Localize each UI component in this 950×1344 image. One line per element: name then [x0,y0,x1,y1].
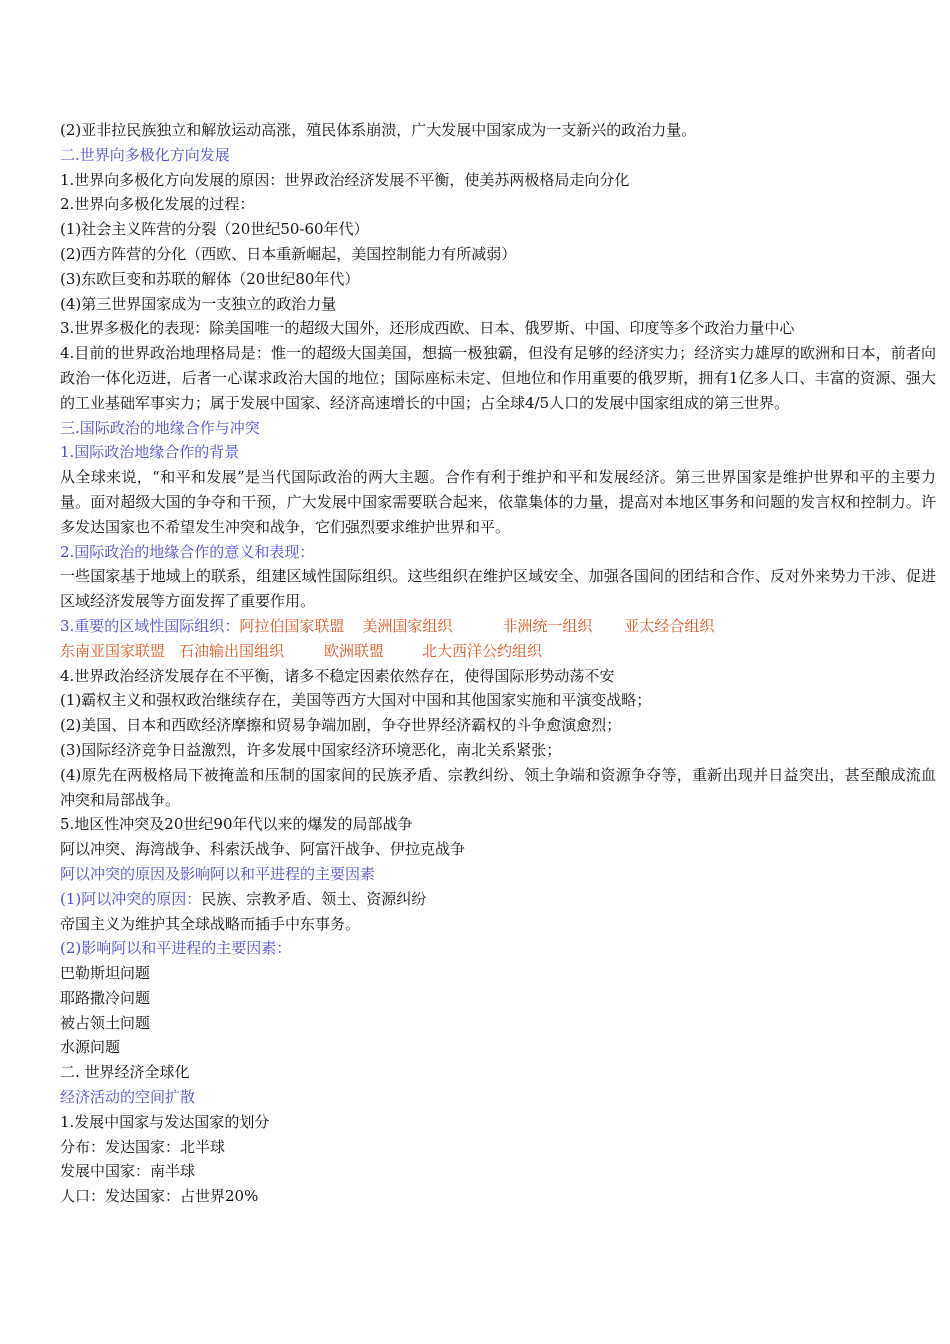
text-line: 阿以冲突、海湾战争、科索沃战争、阿富汗战争、伊拉克战争 [60,840,466,859]
text-line: (2)美国、日本和西欧经济摩擦和贸易争端加剧，争夺世界经济霸权的斗争愈演愈烈； [60,716,622,735]
text-line: (2)亚非拉民族独立和解放运动高涨，殖民体系崩溃，广大发展中国家成为一支新兴的政治力量。 [60,121,697,139]
text-line: (2)西方阵营的分化（西欧、日本重新崛起，美国控制能力有所减弱） [60,244,517,263]
text-line: (1)霸权主义和强权政治继续存在，美国等西方大国对中国和其他国家实施和平演变战略； [60,691,652,710]
text-line: (4)第三世界国家成为一支独立的政治力量 [60,294,337,313]
organization-name: 美洲国家组织 [362,616,453,635]
list-item: 巴勒斯坦问题 [60,964,151,983]
organization-name: 石油输出国组织 [179,641,285,660]
paragraph: 从全球来说，“和平和发展”是当代国际政治的两大主题。合作有利于维护和平和发展经济。第三世界国家是维护世界和平的主要力量。面对超级大国的争夺和干预，广大发展中国家需要联合起来，依靠集体的力量，提高对本地区事务和问题的发言权和控制力。许多发达国家也不希望发生冲突和战争，它们强烈要求维护世界和平。 [60,468,936,536]
text-line: 分布：发达国家：北半球 [60,1137,226,1156]
subsection-heading: 1.国际政治地缘合作的背景 [60,443,240,462]
organization-name: 非洲统一组织 [502,616,593,635]
subsection-heading: (2)影响阿以和平进程的主要因素： [60,939,292,958]
list-item: 耶路撒冷问题 [60,988,151,1007]
list-item: 被占领土问题 [60,1013,151,1032]
paragraph: 一些国家基于地域上的联系，组建区域性国际组织。这些组织在维护区域安全、加强各国间的团结和合作、反对外来势力干涉、促进区域经济发展等方面发挥了重要作用。 [60,567,936,611]
subsection-heading: 经济活动的空间扩散 [60,1088,196,1107]
subsection-heading: 阿以冲突的原因及影响阿以和平进程的主要因素 [60,864,376,883]
organization-name: 欧洲联盟 [324,641,385,660]
subsection-heading: 2.国际政治的地缘合作的意义和表现： [60,542,315,561]
cause-label: (1)阿以冲突的原因： [60,889,202,908]
text-line: (1)社会主义阵营的分裂（20世纪50-60年代） [60,220,369,239]
text-line: 5.地区性冲突及20世纪90年代以来的爆发的局部战争 [60,815,413,834]
organization-name: 北大西洋公约组织 [422,641,543,660]
text-line: 发展中国家：南半球 [60,1162,196,1181]
text-line: 4.世界政治经济发展存在不平衡，诸多不稳定因素依然存在，使得国际形势动荡不安 [60,666,615,685]
text-line: 2.世界向多极化发展的过程： [60,195,255,214]
organization-list-line-1 [60,614,936,639]
organization-list-line-2 [60,639,936,664]
section-heading: 二.世界向多极化方向发展 [60,145,230,164]
cause-text: 民族、宗教矛盾、领土、资源纠纷 [201,889,427,908]
organization-name: 阿拉伯国家联盟 [239,616,345,635]
text-line: (3)国际经济竞争日益激烈，许多发展中国家经济环境恶化，南北关系紧张； [60,740,562,759]
organization-name: 亚太经合组织 [624,616,715,635]
text-line: (3)东欧巨变和苏联的解体（20世纪80年代） [60,269,360,288]
organization-name: 东南亚国家联盟 [60,641,166,660]
paragraph: 4.目前的世界政治地理格局是：惟一的超级大国美国，想搞一极独霸，但没有足够的经济实力；经济实力雄厚的欧洲和日本，前者向政治一体化迈进，后者一心谋求政治大国的地位；国际座标未定、但地位和作用重要的俄罗斯，拥有1亿多人口、丰富的资源、强大的工业基础军事实力；属于发展中国家、经济高速增长的中国；占全球4/5人口的发展中国家组成的第三世界。 [60,344,936,412]
text-line: 3.世界多极化的表现：除美国唯一的超级大国外，还形成西欧、日本、俄罗斯、中国、印度等多个政治力量中心 [60,319,795,338]
organization-list-label: 3.重要的区域性国际组织： [60,616,240,635]
section-heading: 三.国际政治的地缘合作与冲突 [60,418,260,437]
section-heading: 二. 世界经济全球化 [60,1063,190,1082]
text-line: 人口：发达国家：占世界20% [60,1187,259,1206]
paragraph: (4)原先在两极格局下被掩盖和压制的国家间的民族矛盾、宗教纠纷、领土争端和资源争夺等，重新出现并日益突出，甚至酿成流血冲突和局部战争。 [60,765,936,809]
text-line: 帝国主义为维护其全球战略而插手中东事务。 [60,914,361,933]
text-line: 1.世界向多极化方向发展的原因：世界政治经济发展不平衡，使美苏两极格局走向分化 [60,170,630,189]
text-line [60,887,936,912]
document-body [60,118,936,1209]
list-item: 水源问题 [60,1038,121,1057]
text-line: 1.发展中国家与发达国家的划分 [60,1112,270,1131]
